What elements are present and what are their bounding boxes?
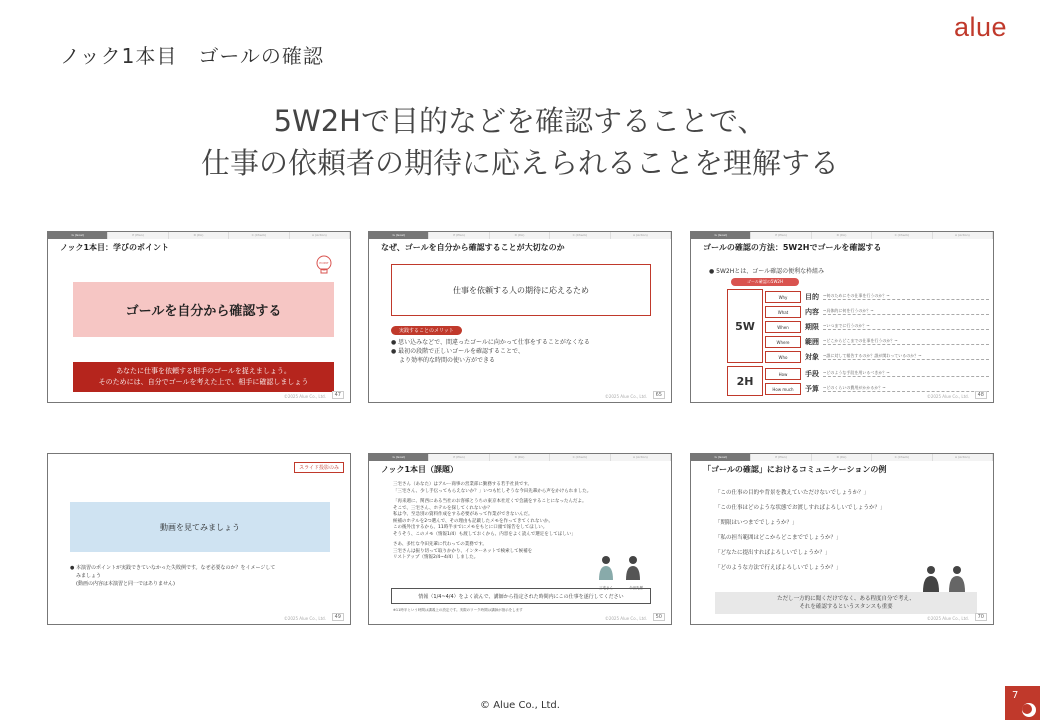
headline-line-1: 5W2Hで目的などを確認することで、 [273, 104, 767, 138]
row-what: What 内容 ~具体的に何を行うのか？~ [765, 304, 989, 319]
headline [0, 100, 1040, 184]
pdca-bar: G (Goal) P (Plan) D (Do) C (Check) A (Action) [369, 454, 671, 461]
row-how-much: How much 予算 ~どのくらいの費用がかかるか？~ [765, 381, 989, 396]
instruction-box: 情報（1/4~4/4）をよく読んで、講師から指定された時間内にこの仕事を遂行してください [391, 588, 651, 604]
group-2h: 2H [727, 366, 763, 396]
slide-title: ノック1本目：学びのポイント [60, 243, 170, 252]
5w2h-rows [765, 289, 989, 396]
stance-box: ただし一方的に聞くだけでなく、ある程度自分で考え、 それを確認するというスタンスも重要 [715, 592, 977, 614]
note: ※11時半という時間は講義上の設定です。実際のワーク時間は講師が指示をします [393, 608, 523, 612]
row-when: When 期限 ~いつまでに行うのか？~ [765, 319, 989, 334]
slide-title: ノック1本目（課題） [381, 465, 459, 474]
lightbulb-icon [313, 254, 335, 276]
summary-band: あなたに仕事を依頼する相手のゴールを捉えましょう。 そのためには、自分でゴールを考えた上で、相手に確認しましょう [73, 362, 334, 392]
video-box: 動画を見てみましょう [70, 502, 330, 552]
pdca-bar: G (Goal) P (Plan) D (Do) C (Check) A (Action) [691, 454, 993, 461]
slide-thumbnail-49: スライド投影のみ 動画を見てみましょう ● 本演習のポイントが実践できていなかった失敗例です。なぜ必要なのか？をイメージして みましょう (動画の内容は本演習と同一ではありません) ©2025 Alue Co., Ltd. 49 [47, 453, 351, 625]
section-title: ノック1本目 ゴールの確認 [60, 44, 324, 68]
people-illustration: 三宅さん 今田先輩 [591, 554, 651, 588]
page-number: 49 [332, 613, 344, 621]
group-5w: 5W [727, 289, 763, 363]
slide-title: ゴールの確認の方法：5W2Hでゴールを確認する [703, 243, 882, 252]
slide-thumbnail-47: G (Goal) P (Plan) D (Do) C (Check) A (Action) ノック1本目：学びのポイント POINT ゴールを自分から確認する あなたに仕事を依頼する相手のゴールを捉えましょう。 そのためには、自分でゴールを考えた上で、相手に確認しましょう ©2025 Alue Co., Ltd. 47 [47, 231, 351, 403]
slide-thumbnail-50: G (Goal) P (Plan) D (Do) C (Check) A (Action) ノック1本目（課題） 三宅さん（あなた）はアルー商事の営業部に勤務する若手社員です。 「三宅さん、少し手伝ってもらえないか？」いつも忙しそうな今田先輩から声をかけられました。 「再来週に、関西にある当社のお客様とうちの東京本社近くで会議をすることになったんだよ。 そこで、三宅さん、ホテルを探してくれないか？ 私は今、至急別の資料作成をする必要があって作業ができないんだ。 候補のホテルを2つ選んで、その理由も記載したメモを作ってきてくれないか。 この後外出するから、11時半までにメモをもとに口頭で報告をしてほしい。 そうそう、このメモ（情報1/4）も渡しておくから、内容をよく読んで選定をしてほしい」 さあ、多忙な今田先輩に代わっての業務です。 三宅さんは振り切って取りかかり、インターネットで検索して候補を リストアップ（情報2/4~4/4）しました。 三宅さん 今田先輩 情報（1/4~4/4）をよく読んで、講師から指定された時間内にこの仕事を遂行してください ※11時半という時間は講義上の設定です。実際のワーク時間は講師が指示をします ©2025 Alue Co., Ltd. 50 [368, 453, 672, 625]
projection-only-tag: スライド投影のみ [294, 462, 344, 473]
svg-text:POINT: POINT [319, 261, 329, 265]
row-how: How 手段 ~どのような手段を用いるべきか？~ [765, 366, 989, 381]
page-number-badge [1005, 686, 1040, 720]
slide-thumbnail-70: G (Goal) P (Plan) D (Do) C (Check) A (Action) 「ゴールの確認」におけるコミュニケーションの例 「この仕事の目的や背景を教えていただけないでしょうか？」 「この仕事はどのような状態でお渡しすればよろしいでしょうか？」 「期限はいつまででしょうか？」 「私の担当範囲はどこからどこまででしょうか？」 「どなたに提出すればよろしいでしょうか？」 「どのような方法で行えばよろしいでしょうか？」 ただし一方的に聞くだけでなく、ある程度自分で考え、 それを確認するというスタンスも重要 ©2025 Alue Co., Ltd. 70 [690, 453, 994, 625]
framework-tag: ゴール確認の5W2H [731, 278, 799, 286]
page-number: 48 [975, 391, 987, 399]
row-who: Who 対象 ~誰に対して報告するのか？誰が関わっているのか？~ [765, 349, 989, 364]
page-number: 65 [653, 391, 665, 399]
pdca-bar: G (Goal) P (Plan) D (Do) C (Check) A (Action) [369, 232, 671, 239]
purpose-box: 仕事を依頼する人の期待に応えるため [391, 264, 651, 316]
page-number: 70 [975, 613, 987, 621]
people-illustration [917, 564, 973, 592]
alue-logo: alue [954, 12, 1008, 42]
pdca-bar: G (Goal) P (Plan) D (Do) C (Check) A (Action) [48, 232, 350, 239]
lead-text: ● 5W2Hとは、ゴール確認の便利な枠組み [709, 268, 825, 275]
headline-line-2: 仕事の依頼者の期待に応えられることを理解する [200, 146, 839, 180]
row-why: Why 目的 ~何のためにその仕事を行うのか？~ [765, 289, 989, 304]
pdca-bar: G (Goal) P (Plan) D (Do) C (Check) A (Action) [691, 232, 993, 239]
page-number: 50 [653, 613, 665, 621]
merit-list: ● 思い込みなどで、間違ったゴールに向かって仕事をすることがなくなる ● 最初の段階で正しいゴールを確認することで、 より効率的な時間の使い方ができる [391, 339, 590, 364]
footer-copyright: © Alue Co., Ltd. [480, 700, 560, 711]
slide-thumbnail-48: G (Goal) P (Plan) D (Do) C (Check) A (Action) ゴールの確認の方法：5W2Hでゴールを確認する ● 5W2Hとは、ゴール確認の便利な枠組み ゴール確認の5W2H 5W 2H Why 目的 ~何のためにその仕事を行うのか？~ What 内容 ~具体的に何を行うのか？~ When 期限 ~いつまでに行うのか？~ Where 範囲 ~どこからどこまでの仕事を行うのか？~ Who 対象 ~誰に対して報告するのか？誰が関わっているのか？~ How 手段 ~どのような手段を用いるべきか？~ How much 予算 ~どのくらいの費用がかかるか？~ ©2025 Alue Co., Ltd. 48 [690, 231, 994, 403]
slide-thumbnail-65: G (Goal) P (Plan) D (Do) C (Check) A (Action) なぜ、ゴールを自分から確認することが大切なのか 仕事を依頼する人の期待に応えるため 実践することのメリット ● 思い込みなどで、間違ったゴールに向かって仕事をすることがなくなる ● 最初の段階で正しいゴールを確認することで、 より効率的な時間の使い方ができる ©2025 Alue Co., Ltd. 65 [368, 231, 672, 403]
page-number: 47 [332, 391, 344, 399]
slide-title: なぜ、ゴールを自分から確認することが大切なのか [381, 243, 565, 252]
page-number: 7 [1012, 690, 1019, 701]
merit-tag: 実践することのメリット [391, 326, 462, 335]
row-where: Where 範囲 ~どこからどこまでの仕事を行うのか？~ [765, 334, 989, 349]
question-list: 「この仕事の目的や背景を教えていただけないでしょうか？」 「この仕事はどのような状態でお渡しすればよろしいでしょうか？」 「期限はいつまででしょうか？」 「私の担当範囲はどこからどこまででしょうか？」 「どなたに提出すればよろしいでしょうか？」 「どのような方法で行えばよろしいでしょうか？」 [715, 490, 886, 571]
assignment-text: 三宅さん（あなた）はアルー商事の営業部に勤務する若手社員です。 「三宅さん、少し手伝ってもらえないか？」いつも忙しそうな今田先輩から声をかけられました。 「再来週に、関西にある当社のお客様とうちの東京本社近くで会議をすることになったんだよ。 そこで、三宅さん、ホテルを探してくれないか？ 私は今、至急別の資料作成をする必要があって作業ができないんだ。 候補のホテルを2つ選んで、その理由も記載したメモを作ってきてくれないか。 この後外出するから、11時半までにメモをもとに口頭で報告をしてほしい。 そうそう、このメモ（情報1/4）も渡しておくから、内容をよく読んで選定をしてほしい」 さあ、多忙な今田先輩に代わっての業務です。 三宅さんは振り切って取りかかり、インターネットで検索して候補を リストアップ（情報2/4~4/4）しました。 [393, 482, 592, 560]
slide-title: 「ゴールの確認」におけるコミュニケーションの例 [703, 465, 887, 474]
key-point-box: ゴールを自分から確認する [73, 282, 334, 337]
video-notes: ● 本演習のポイントが実践できていなかった失敗例です。なぜ必要なのか？をイメージして みましょう (動画の内容は本演習と同一ではありません) [70, 565, 276, 587]
